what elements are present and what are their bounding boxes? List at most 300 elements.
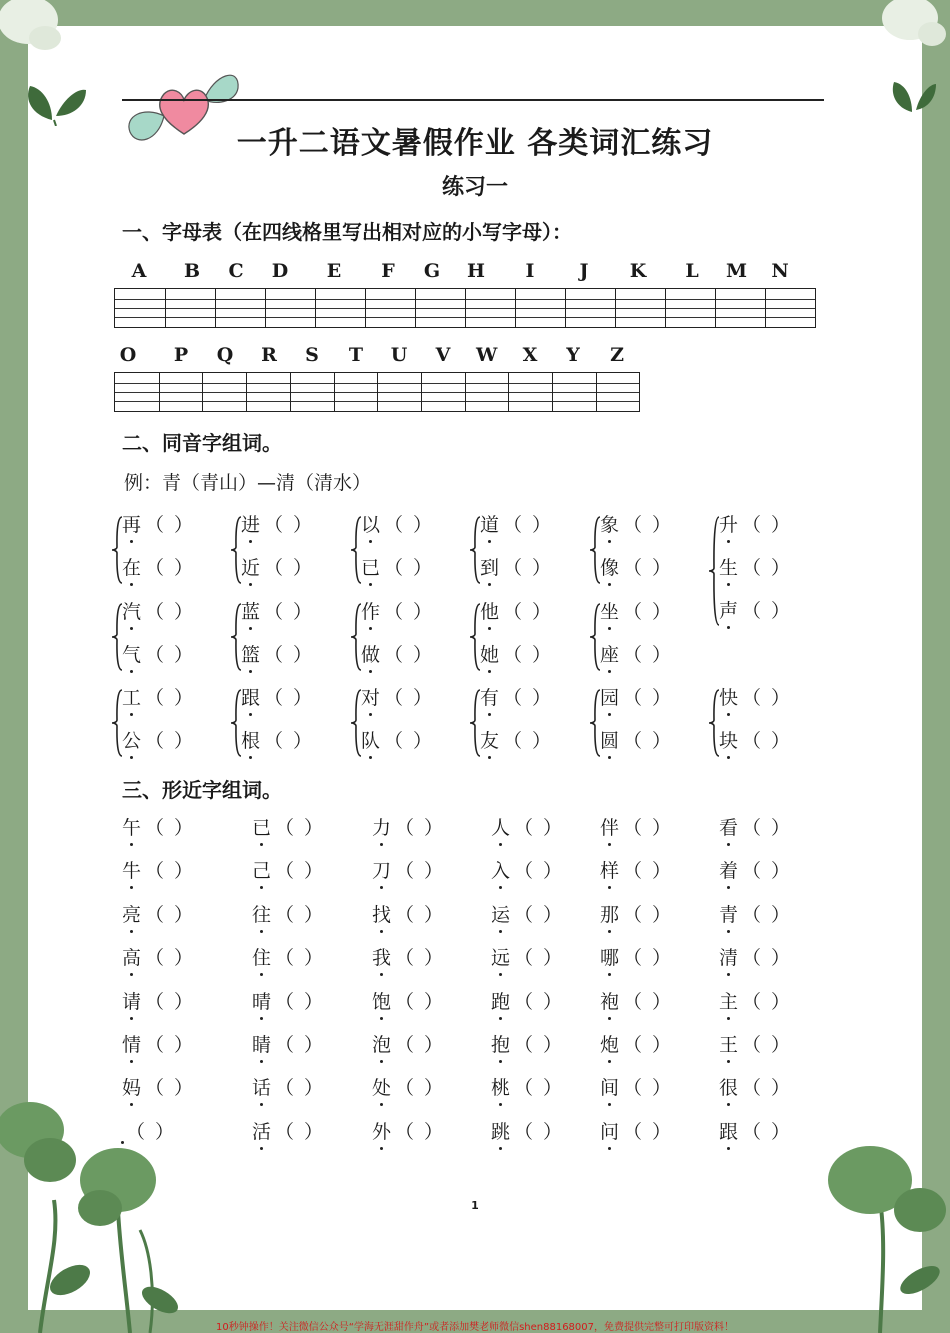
paren-close: ） <box>413 644 433 666</box>
paren-close: ） <box>652 1034 672 1056</box>
paren-close: ） <box>532 730 552 752</box>
paren-close: ） <box>771 947 791 970</box>
character: 袍 <box>600 990 620 1013</box>
paren-close: ） <box>413 557 433 579</box>
answer-blank[interactable] <box>141 1076 195 1100</box>
paren-close: ） <box>543 903 563 926</box>
answer-blank[interactable] <box>271 1033 325 1057</box>
similar-char-word <box>491 1120 564 1144</box>
paren-close: ） <box>652 903 672 926</box>
paren-close: ） <box>293 557 313 579</box>
alphabet-letter: G <box>423 260 441 282</box>
character: 午 <box>122 817 142 839</box>
alphabet-letter: D <box>271 260 289 282</box>
paren-close: ） <box>304 990 324 1013</box>
answer-blank[interactable] <box>738 513 792 537</box>
paren-close: ） <box>771 1034 791 1056</box>
answer-blank[interactable] <box>271 816 325 840</box>
homophone-word <box>719 599 792 623</box>
answer-blank[interactable] <box>260 729 314 753</box>
paren-open: （ <box>264 644 284 666</box>
similar-char-word <box>491 1033 564 1057</box>
paren-close: ） <box>424 947 444 970</box>
answer-blank[interactable] <box>738 990 792 1014</box>
answer-blank[interactable] <box>619 903 673 927</box>
similar-char-word <box>252 859 325 883</box>
alphabet-letter: P <box>173 344 189 366</box>
answer-blank[interactable] <box>738 599 792 623</box>
alphabet-letter: Z <box>610 344 624 366</box>
four-line-grid <box>114 288 816 328</box>
character: 活 <box>252 1120 272 1143</box>
character: 在 <box>122 557 142 579</box>
answer-blank[interactable] <box>510 990 564 1014</box>
character: 远 <box>491 947 511 970</box>
answer-blank[interactable] <box>499 686 553 710</box>
character: 桃 <box>491 1077 511 1100</box>
answer-blank[interactable] <box>499 513 553 537</box>
answer-blank[interactable] <box>380 556 434 580</box>
similar-char-word <box>372 816 445 840</box>
character: 工 <box>122 687 142 709</box>
answer-blank[interactable] <box>619 1076 673 1100</box>
paren-open: （ <box>395 860 415 883</box>
character: 很 <box>719 1077 739 1100</box>
homophone-word <box>241 729 314 753</box>
paren-open: （ <box>503 687 523 709</box>
character: 队 <box>361 730 381 752</box>
answer-blank[interactable] <box>271 1120 325 1144</box>
character: 篮 <box>241 644 261 666</box>
answer-blank[interactable] <box>141 729 195 753</box>
grid-cell-divider <box>165 289 166 327</box>
answer-blank[interactable] <box>738 1033 792 1057</box>
paren-open: （ <box>275 1120 295 1143</box>
similar-char-word <box>122 1120 176 1144</box>
answer-blank[interactable] <box>391 1076 445 1100</box>
character: 汽 <box>122 601 142 623</box>
answer-blank[interactable] <box>141 990 195 1014</box>
answer-blank[interactable] <box>738 946 792 970</box>
answer-blank[interactable] <box>380 600 434 624</box>
flower-decoration-bottom-right <box>810 1130 950 1333</box>
answer-blank[interactable] <box>391 1120 445 1144</box>
page-number: 1 <box>471 1199 479 1212</box>
paren-open: （ <box>623 730 643 752</box>
similar-char-word <box>252 946 325 970</box>
answer-blank[interactable] <box>738 859 792 883</box>
answer-blank[interactable] <box>391 1033 445 1057</box>
answer-blank[interactable] <box>738 816 792 840</box>
grid-cell-divider <box>315 289 316 327</box>
similar-char-word <box>600 816 673 840</box>
alphabet-letter: A <box>131 260 147 282</box>
character: 坐 <box>600 601 620 623</box>
character: 泡 <box>372 1034 392 1056</box>
paren-close: ） <box>771 1077 791 1100</box>
paren-open: （ <box>145 557 165 579</box>
character: 他 <box>480 601 500 623</box>
answer-blank[interactable] <box>141 946 195 970</box>
answer-blank[interactable] <box>619 729 673 753</box>
homophone-word <box>122 643 195 667</box>
character: 对 <box>361 687 381 709</box>
page-title: 一升二语文暑假作业 各类词汇练习 <box>236 126 714 161</box>
character: 刀 <box>372 860 392 883</box>
alphabet-letter: U <box>390 344 408 366</box>
alphabet-letter: X <box>522 344 538 366</box>
answer-blank[interactable] <box>141 686 195 710</box>
paren-open: （ <box>503 730 523 752</box>
answer-blank[interactable] <box>499 643 553 667</box>
paren-close: ） <box>424 990 444 1013</box>
paren-open: （ <box>742 557 762 579</box>
answer-blank[interactable] <box>271 1076 325 1100</box>
similar-char-word <box>491 859 564 883</box>
paren-close: ） <box>304 1077 324 1100</box>
answer-blank[interactable] <box>271 859 325 883</box>
paren-close: ） <box>532 557 552 579</box>
grid-cell-divider <box>202 373 203 411</box>
similar-char-word <box>491 990 564 1014</box>
paren-open: （ <box>514 1077 534 1100</box>
character: 进 <box>241 514 261 536</box>
similar-char-word <box>252 1033 325 1057</box>
character: 话 <box>252 1077 272 1100</box>
homophone-word <box>480 686 553 710</box>
answer-blank[interactable] <box>619 513 673 537</box>
answer-blank[interactable] <box>619 1033 673 1057</box>
paren-close: ） <box>652 817 672 839</box>
paren-open: （ <box>145 903 165 926</box>
answer-blank[interactable] <box>499 729 553 753</box>
grid-cell-divider <box>565 289 566 327</box>
character: 看 <box>719 817 739 839</box>
answer-blank[interactable] <box>738 1076 792 1100</box>
alphabet-letter: R <box>261 344 277 366</box>
answer-blank[interactable] <box>260 643 314 667</box>
paren-open: （ <box>503 644 523 666</box>
cloud-decoration-top-right <box>880 0 950 56</box>
answer-blank[interactable] <box>391 946 445 970</box>
similar-char-word <box>122 816 195 840</box>
grid-cell-divider <box>265 289 266 327</box>
paren-open: （ <box>264 601 284 623</box>
paren-open: （ <box>264 514 284 536</box>
paren-close: ） <box>771 903 791 926</box>
character: 作 <box>361 601 381 623</box>
paren-close: ） <box>543 1077 563 1100</box>
paren-close: ） <box>424 1120 444 1143</box>
answer-blank[interactable] <box>619 686 673 710</box>
section-2-heading: 二、同音字组词。 <box>122 431 282 455</box>
character: 抱 <box>491 1034 511 1056</box>
paren-open: （ <box>623 514 643 536</box>
paren-close: ） <box>293 644 313 666</box>
paren-open: （ <box>384 644 404 666</box>
paren-open: （ <box>275 817 295 839</box>
answer-blank[interactable] <box>141 643 195 667</box>
alphabet-letter: E <box>326 260 342 282</box>
grid-cell-divider <box>377 373 378 411</box>
answer-blank[interactable] <box>499 556 553 580</box>
character: 快 <box>719 687 739 709</box>
answer-blank[interactable] <box>141 903 195 927</box>
character: 着 <box>719 860 739 883</box>
answer-blank[interactable] <box>380 643 434 667</box>
character: 间 <box>600 1077 620 1100</box>
alphabet-letter: Y <box>566 344 580 366</box>
character: 有 <box>480 687 500 709</box>
answer-blank[interactable] <box>510 1076 564 1100</box>
paren-close: ） <box>652 644 672 666</box>
paren-close: ） <box>652 687 672 709</box>
paren-close: ） <box>771 730 791 752</box>
similar-char-word <box>719 1076 792 1100</box>
paren-close: ） <box>771 600 791 622</box>
grid-cell-divider <box>615 289 616 327</box>
grid-cell-divider <box>465 289 466 327</box>
answer-blank[interactable] <box>260 556 314 580</box>
paren-close: ） <box>413 514 433 536</box>
answer-blank[interactable] <box>619 556 673 580</box>
similar-char-word <box>122 990 195 1014</box>
character: 住 <box>252 947 272 970</box>
character: 已 <box>252 817 272 839</box>
paren-open: （ <box>623 601 643 623</box>
answer-blank[interactable] <box>271 990 325 1014</box>
paren-close: ） <box>293 514 313 536</box>
paren-close: ） <box>424 1077 444 1100</box>
paren-close: ） <box>174 514 194 536</box>
answer-blank[interactable] <box>619 643 673 667</box>
character: 跳 <box>491 1120 511 1143</box>
paren-open: （ <box>742 817 762 839</box>
answer-blank[interactable] <box>141 1033 195 1057</box>
homophone-word <box>361 556 434 580</box>
character: 亮 <box>122 903 142 926</box>
answer-blank[interactable] <box>510 903 564 927</box>
paren-open: （ <box>395 903 415 926</box>
answer-blank[interactable] <box>738 686 792 710</box>
homophone-word <box>361 600 434 624</box>
answer-blank[interactable] <box>141 556 195 580</box>
answer-blank[interactable] <box>619 946 673 970</box>
character: 根 <box>241 730 261 752</box>
homophone-word <box>600 686 673 710</box>
answer-blank[interactable] <box>738 729 792 753</box>
answer-blank[interactable] <box>738 556 792 580</box>
paren-open: （ <box>742 947 762 970</box>
similar-char-word <box>122 859 195 883</box>
homophone-word <box>241 643 314 667</box>
paren-open: （ <box>623 687 643 709</box>
footer-note: 10秒钟操作！关注微信公众号“学海无涯甜作舟”或者添加樊老师微信shen88168007，免费提供完整可打印版资料！ <box>215 1322 735 1333</box>
answer-blank[interactable] <box>141 859 195 883</box>
paren-open: （ <box>275 947 295 970</box>
answer-blank[interactable] <box>619 600 673 624</box>
answer-blank[interactable] <box>510 1120 564 1144</box>
answer-blank[interactable] <box>141 513 195 537</box>
alphabet-letter: N <box>771 260 789 282</box>
homophone-word <box>241 686 314 710</box>
answer-blank[interactable] <box>510 946 564 970</box>
answer-blank[interactable] <box>619 990 673 1014</box>
four-line-grid <box>114 372 640 412</box>
character: 己 <box>252 860 272 883</box>
alphabet-letter: O <box>119 344 137 366</box>
character: 跟 <box>241 687 261 709</box>
paren-open: （ <box>503 601 523 623</box>
grid-cell-divider <box>415 289 416 327</box>
answer-blank[interactable] <box>380 513 434 537</box>
character: 哪 <box>600 947 620 970</box>
answer-blank[interactable] <box>380 729 434 753</box>
answer-blank[interactable] <box>619 1120 673 1144</box>
paren-open: （ <box>275 1034 295 1056</box>
paren-open: （ <box>145 730 165 752</box>
homophone-word <box>600 729 673 753</box>
answer-blank[interactable] <box>619 816 673 840</box>
grid-cell-divider <box>290 373 291 411</box>
grid-cell-divider <box>508 373 509 411</box>
paren-close: ） <box>652 514 672 536</box>
paren-close: ） <box>771 860 791 883</box>
alphabet-letter: H <box>467 260 485 282</box>
paren-open: （ <box>742 687 762 709</box>
grid-cell-divider <box>334 373 335 411</box>
similar-char-word <box>600 903 673 927</box>
paren-open: （ <box>145 860 165 883</box>
answer-blank[interactable] <box>380 686 434 710</box>
paren-close: ） <box>771 557 791 579</box>
answer-blank[interactable] <box>738 903 792 927</box>
paren-close: ） <box>424 817 444 839</box>
section-3-heading: 三、形近字组词。 <box>122 778 282 802</box>
answer-blank[interactable] <box>271 903 325 927</box>
paren-close: ） <box>424 1034 444 1056</box>
character: 处 <box>372 1077 392 1100</box>
answer-blank[interactable] <box>391 903 445 927</box>
character: 牛 <box>122 860 142 883</box>
homophone-word <box>122 729 195 753</box>
paren-open: （ <box>395 817 415 839</box>
similar-char-word <box>719 1120 792 1144</box>
paren-open: （ <box>264 730 284 752</box>
paren-close: ） <box>652 990 672 1013</box>
character: 睛 <box>252 1034 272 1056</box>
answer-blank[interactable] <box>271 946 325 970</box>
character: 到 <box>480 557 500 579</box>
paren-close: ） <box>652 860 672 883</box>
paren-open: （ <box>742 1120 762 1143</box>
similar-char-word <box>600 946 673 970</box>
example-line: 例：青（青山）—清（清水） <box>124 472 372 494</box>
answer-blank[interactable] <box>510 816 564 840</box>
paren-close: ） <box>174 687 194 709</box>
character: 高 <box>122 947 142 970</box>
leaf-decoration-top-right <box>888 70 938 116</box>
answer-blank[interactable] <box>260 513 314 537</box>
answer-blank[interactable] <box>141 600 195 624</box>
paren-open: （ <box>384 514 404 536</box>
paren-close: ） <box>771 514 791 536</box>
paren-close: ） <box>293 601 313 623</box>
paren-close: ） <box>532 514 552 536</box>
paren-open: （ <box>742 990 762 1013</box>
similar-char-word <box>491 816 564 840</box>
answer-blank[interactable] <box>122 1120 176 1144</box>
paren-open: （ <box>514 990 534 1013</box>
grid-cell-divider <box>421 373 422 411</box>
similar-char-word <box>372 859 445 883</box>
answer-blank[interactable] <box>510 859 564 883</box>
answer-blank[interactable] <box>391 990 445 1014</box>
similar-char-word <box>719 1033 792 1057</box>
paren-close: ） <box>652 557 672 579</box>
paren-close: ） <box>543 947 563 970</box>
character: 已 <box>361 557 381 579</box>
paren-open: （ <box>742 730 762 752</box>
character: 入 <box>491 860 511 883</box>
paren-close: ） <box>771 1120 791 1143</box>
paren-open: （ <box>395 947 415 970</box>
paren-open: （ <box>623 947 643 970</box>
character: 升 <box>719 514 739 536</box>
similar-char-word <box>600 859 673 883</box>
paren-close: ） <box>652 947 672 970</box>
paren-open: （ <box>623 1120 643 1143</box>
alphabet-letter: B <box>183 260 201 282</box>
answer-blank[interactable] <box>260 686 314 710</box>
paren-close: ） <box>413 601 433 623</box>
grid-cell-divider <box>465 373 466 411</box>
paren-open: （ <box>395 1120 415 1143</box>
answer-blank[interactable] <box>391 816 445 840</box>
paren-close: ） <box>174 1034 194 1056</box>
answer-blank[interactable] <box>260 600 314 624</box>
character: 再 <box>122 514 142 536</box>
paren-open: （ <box>503 557 523 579</box>
character: 生 <box>719 557 739 579</box>
paren-open: （ <box>395 1077 415 1100</box>
answer-blank[interactable] <box>510 1033 564 1057</box>
answer-blank[interactable] <box>391 859 445 883</box>
character: 王 <box>719 1034 739 1056</box>
paren-close: ） <box>413 687 433 709</box>
homophone-word <box>480 729 553 753</box>
similar-char-word <box>122 946 195 970</box>
paren-open: （ <box>623 1077 643 1100</box>
similar-char-word <box>719 946 792 970</box>
character: 跑 <box>491 990 511 1013</box>
answer-blank[interactable] <box>141 816 195 840</box>
paren-close: ） <box>532 601 552 623</box>
paren-open: （ <box>145 1034 165 1056</box>
paren-open: （ <box>145 817 165 839</box>
character: 她 <box>480 644 500 666</box>
answer-blank[interactable] <box>619 859 673 883</box>
answer-blank[interactable] <box>499 600 553 624</box>
answer-blank[interactable] <box>738 1120 792 1144</box>
character: 问 <box>600 1120 620 1143</box>
similar-char-word <box>372 1120 445 1144</box>
paren-open: （ <box>395 1034 415 1056</box>
character: 块 <box>719 730 739 752</box>
paren-open: （ <box>145 1077 165 1100</box>
homophone-word <box>480 556 553 580</box>
paren-open: （ <box>623 817 643 839</box>
